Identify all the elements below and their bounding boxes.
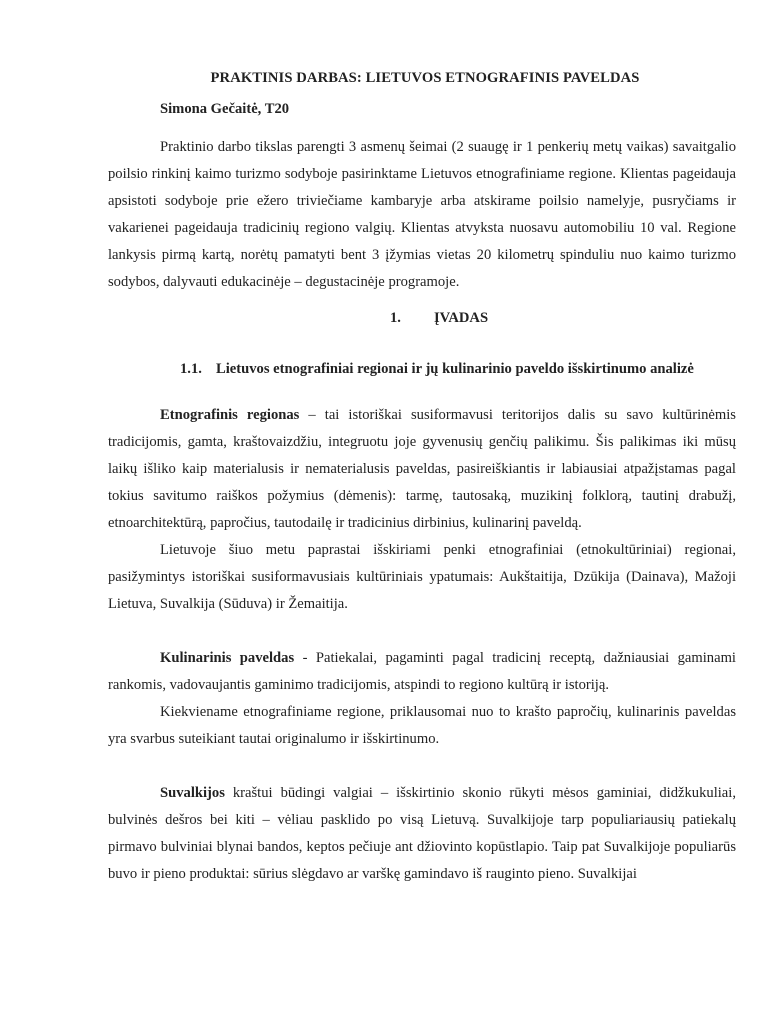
- subsection-heading-1-1: [180, 361, 736, 378]
- subsection-title: Lietuvos etnografiniai regionai ir jų kulinarinio paveldo išskirtinumo analizė: [216, 361, 694, 377]
- document-title: PRAKTINIS DARBAS: LIETUVOS ETNOGRAFINIS PAVELDAS: [210, 70, 640, 86]
- subsection-number: 1.1.: [180, 361, 202, 377]
- paragraph-regions-list: Lietuvoje šiuo metu paprastai išskiriami penki etnografiniai (etnokultūriniai) regionai, pasižymintys istoriškai susiformavusiais kultūriniais ypatumais: Aukštaitija, Dzūkija (Dainava), Mažoji Lietuva, Suvalkija (Sūduva) ir Žemaitija.: [108, 542, 736, 612]
- paragraph-culinary-heritage: [108, 645, 736, 699]
- paragraph-suvalkija: [108, 780, 736, 888]
- section-heading-1: [108, 310, 736, 327]
- paragraph-text: – tai istoriškai susiformavusi teritorijos dalis su savo kultūrinėmis tradicijomis, gamta, kraštovaizdžiu, integruotu joje gyvenusių genčių palikimu. Šis palikimas iki mūsų laikų išliko kaip materialusis ir nematerialusis paveldas, pasireiškiantis ir labiausiai atpažįstamas pagal tokius savitumo raiškos požymius (dėmenis): tarmę, tautosaką, muzikinį folklorą, tautinį drabužį, etnoarchitektūrą, papročius, tautodailę ir tradicinius dirbinius, kulinarinį paveldą.: [108, 407, 736, 531]
- paragraph-text: kraštui būdingi valgiai – išskirtinio skonio rūkyti mėsos gaminiai, didžkukuliai, bulvinės dešros bei kiti – vėliau pasklido po visą Lietuvą. Suvalkijoje tarp populiariausių patiekalų pirmavo bulviniai blynai bandos, keptos pečiuje ant džiovinto kopūstlapio. Taip pat Suvalkijoje populiarūs buvo ir pieno produktai: sūrius slėgdavo ar varškę gamindavo iš rauginto pieno. Suvalkijai: [108, 785, 736, 882]
- paragraph-text: - Patiekalai, pagaminti pagal tradicinį receptą, dažniausiai gaminami rankomis, vadovaujantis gaminimo tradicijomis, atspindi to regiono kultūrą ir istoriją.: [108, 650, 736, 693]
- intro-paragraph: Praktinio darbo tikslas parengti 3 asmenų šeimai (2 suaugę ir 1 penkerių metų vaikas) savaitgalio poilsio rinkinį kaimo turizmo sodyboje pasirinktame Lietuvos etnografiniame regione. Klientas pageidauja apsistoti sodyboje prie ežero triviečiame kambaryje arba atskirame poilsio namelyje, pusryčiams ir vakarienei pageidauja tradicinių regiono valgių. Klientas atvyksta nuosavu automobiliu 10 val. Regione lankysis pirmą kartą, norėtų pamatyti bent 3 įžymias vietas 20 kilometrų spinduliu nuo kaimo turizmo sodybos, dalyvauti edukacinėje – degustacinėje programoje.: [108, 139, 736, 290]
- section-title: ĮVADAS: [434, 310, 489, 326]
- document-author: Simona Gečaitė, T20: [160, 101, 290, 117]
- term-ethnographic-region: Etnografinis regionas: [160, 407, 300, 423]
- term-culinary-heritage: Kulinarinis paveldas: [160, 650, 295, 666]
- section-number: 1.: [390, 310, 401, 326]
- paragraph-regional-importance: Kiekviename etnografiniame regione, priklausomai nuo to krašto papročių, kulinarinis paveldas yra svarbus suteikiant tautai originalumo ir išskirtinumo.: [108, 704, 736, 747]
- paragraph-ethnographic-region: [108, 402, 736, 537]
- term-suvalkija: Suvalkijos: [160, 785, 225, 801]
